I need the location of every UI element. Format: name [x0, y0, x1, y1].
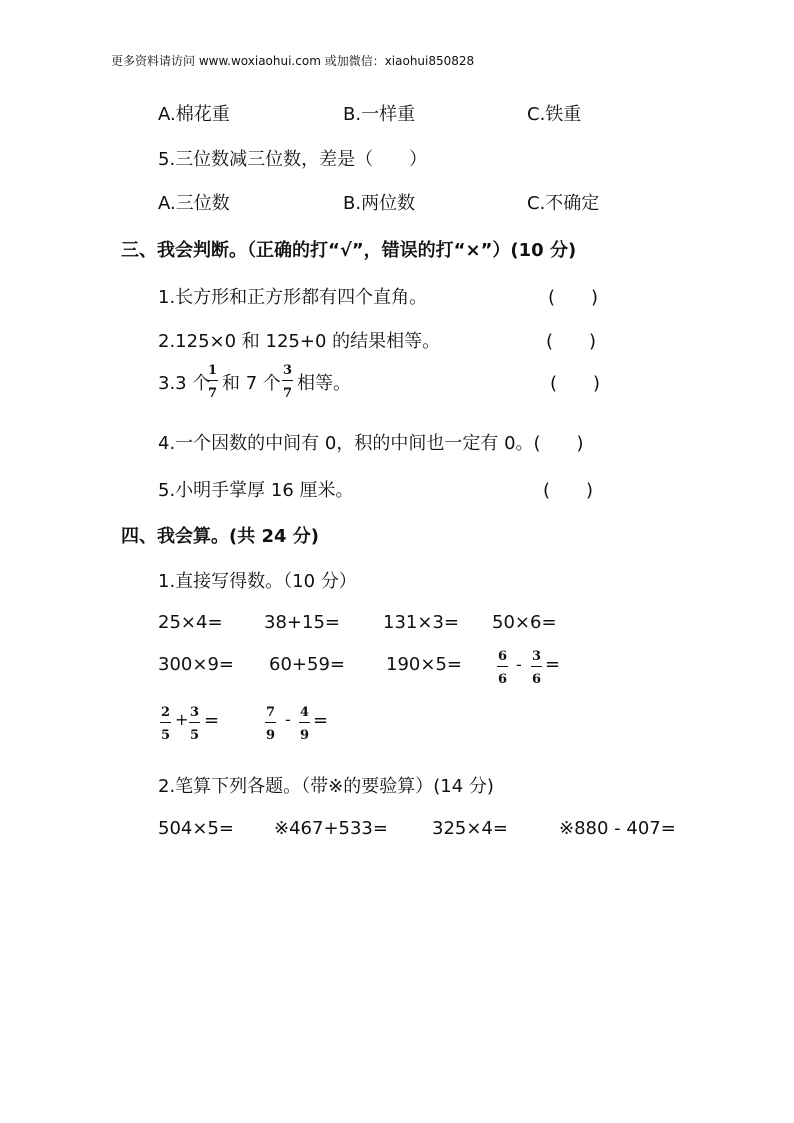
- section-4-title: 四、我会算。(共 24 分): [121, 526, 320, 547]
- calc-item: ※467+533=: [274, 818, 388, 839]
- fraction-denominator: 7: [208, 386, 218, 401]
- option-c: C.铁重: [527, 104, 582, 125]
- judge-paren-1: ( ): [548, 287, 599, 308]
- fraction-7-9: [265, 706, 276, 742]
- calc-item: 60+59=: [269, 654, 345, 675]
- subsection-1-title: 1.直接写得数。（10 分）: [158, 571, 357, 592]
- calc-item: 131×3=: [383, 612, 459, 633]
- equals-sign: =: [545, 654, 561, 675]
- fraction-numerator: 3: [531, 650, 542, 667]
- judge-item-1: 1.长方形和正方形都有四个直角。: [158, 287, 428, 308]
- equals-sign: =: [204, 710, 220, 731]
- fraction-numerator: 2: [160, 706, 171, 723]
- judge-paren-3: ( ): [550, 373, 601, 394]
- judge-item-5: 5.小明手掌厚 16 厘米。: [158, 480, 354, 501]
- fraction-numerator: 3: [189, 706, 200, 723]
- judge-paren-2: ( ): [546, 331, 597, 352]
- fraction-4-9: [299, 706, 310, 742]
- fraction-numerator: 7: [265, 706, 276, 723]
- fraction-1-7: [207, 364, 218, 400]
- header-text: 更多资料请访问 www.woxiaohui.com 或加微信：xiaohui850828: [111, 54, 475, 68]
- calc-item: ※880 - 407=: [559, 818, 676, 839]
- q5-option-b: B.两位数: [343, 193, 416, 214]
- fraction-denominator: 7: [283, 386, 293, 401]
- option-a: A.棉花重: [158, 104, 230, 125]
- judge-item-2: 2.125×0 和 125+0 的结果相等。: [158, 331, 441, 352]
- fraction-denominator: 9: [300, 728, 310, 743]
- minus-sign: -: [516, 655, 522, 674]
- fraction-6-6: [497, 650, 508, 686]
- fraction-denominator: 5: [161, 728, 171, 743]
- equals-sign: =: [313, 710, 329, 731]
- fraction-numerator: 1: [207, 364, 218, 381]
- q5-option-a: A.三位数: [158, 193, 230, 214]
- judge-item-3-pre: 3.3 个: [158, 373, 211, 394]
- subsection-2-title: 2.笔算下列各题。（带※的要验算）(14 分): [158, 776, 494, 797]
- calc-item: 504×5=: [158, 818, 234, 839]
- q5-option-c: C.不确定: [527, 193, 600, 214]
- calc-item: 50×6=: [492, 612, 557, 633]
- fraction-denominator: 5: [190, 728, 200, 743]
- fraction-numerator: 6: [497, 650, 508, 667]
- section-3-title: 三、我会判断。（正确的打“√”，错误的打“×”）(10 分): [121, 240, 577, 261]
- fraction-denominator: 9: [266, 728, 276, 743]
- judge-paren-5: ( ): [543, 480, 594, 501]
- plus-sign: +: [175, 710, 189, 729]
- calc-item: 38+15=: [264, 612, 340, 633]
- judge-item-4: 4.一个因数的中间有 0，积的中间也一定有 0。( ): [158, 433, 584, 454]
- judge-item-3-post: 相等。: [297, 373, 351, 394]
- calc-item: 300×9=: [158, 654, 234, 675]
- calc-item: 325×4=: [432, 818, 508, 839]
- judge-item-3-mid: 和 7 个: [222, 373, 281, 394]
- minus-sign: -: [285, 710, 291, 729]
- fraction-denominator: 6: [498, 672, 508, 687]
- calc-item: 190×5=: [386, 654, 462, 675]
- question-5-stem: 5.三位数减三位数，差是（ ）: [158, 149, 428, 170]
- calc-item: 25×4=: [158, 612, 223, 633]
- fraction-2-5: [160, 706, 171, 742]
- fraction-denominator: 6: [532, 672, 542, 687]
- fraction-3-6: [531, 650, 542, 686]
- fraction-numerator: 3: [282, 364, 293, 381]
- option-b: B.一样重: [343, 104, 416, 125]
- fraction-3-7: [282, 364, 293, 400]
- fraction-numerator: 4: [299, 706, 310, 723]
- fraction-3-5: [189, 706, 200, 742]
